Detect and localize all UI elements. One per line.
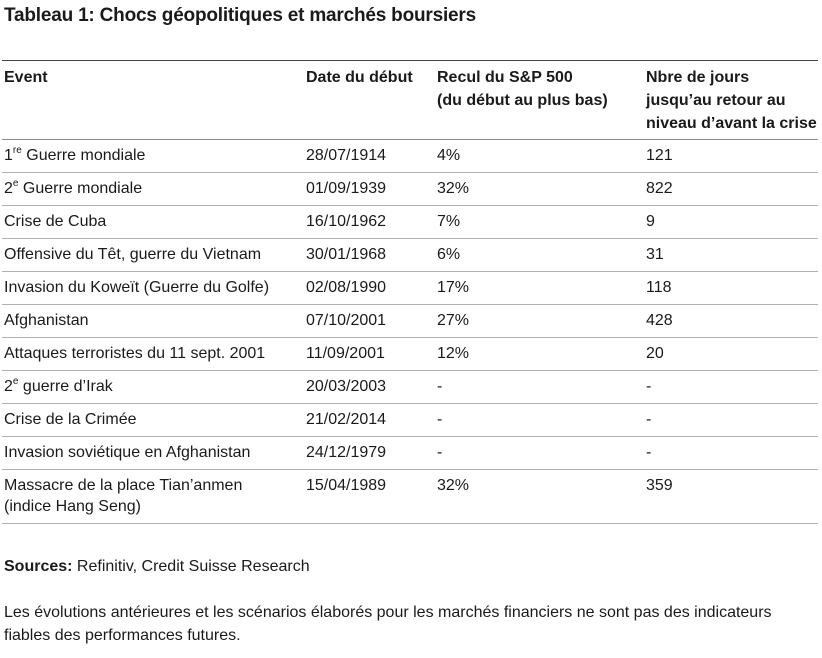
table-row <box>2 338 818 371</box>
cell-jours: 121 <box>644 140 818 173</box>
cell-jours: - <box>644 437 818 470</box>
cell-recul: - <box>435 404 644 437</box>
table-row <box>2 305 818 338</box>
cell-event: Attaques terroristes du 11 sept. 2001 <box>2 338 304 371</box>
cell-date: 15/04/1989 <box>304 470 435 524</box>
table-row <box>2 173 818 206</box>
table-row <box>2 239 818 272</box>
cell-event: Crise de Cuba <box>2 206 304 239</box>
geopolitical-shocks-table <box>2 60 818 524</box>
table-row <box>2 404 818 437</box>
cell-event: Offensive du Têt, guerre du Vietnam <box>2 239 304 272</box>
header-date: Date du début <box>304 61 435 140</box>
table-row <box>2 371 818 404</box>
cell-jours: - <box>644 404 818 437</box>
cell-date: 30/01/1968 <box>304 239 435 272</box>
cell-date: 28/07/1914 <box>304 140 435 173</box>
cell-date: 07/10/2001 <box>304 305 435 338</box>
table-title: Tableau 1: Chocs géopolitiques et marchés boursiers <box>4 5 476 26</box>
cell-recul: 17% <box>435 272 644 305</box>
cell-recul: 6% <box>435 239 644 272</box>
cell-recul: - <box>435 437 644 470</box>
cell-jours: 9 <box>644 206 818 239</box>
cell-recul: 4% <box>435 140 644 173</box>
cell-event: Massacre de la place Tian’anmen (indice Hang Seng) <box>2 470 304 524</box>
cell-recul: 27% <box>435 305 644 338</box>
cell-date: 01/09/1939 <box>304 173 435 206</box>
cell-jours: 20 <box>644 338 818 371</box>
cell-recul: 12% <box>435 338 644 371</box>
cell-event: 2e Guerre mondiale <box>2 173 304 206</box>
cell-date: 16/10/1962 <box>304 206 435 239</box>
header-recul: Recul du S&P 500 (du début au plus bas) <box>435 61 644 140</box>
cell-jours: 359 <box>644 470 818 524</box>
cell-date: 20/03/2003 <box>304 371 435 404</box>
cell-event: Afghanistan <box>2 305 304 338</box>
cell-recul: - <box>435 371 644 404</box>
sources-note <box>4 558 310 576</box>
cell-recul: 7% <box>435 206 644 239</box>
table-row <box>2 437 818 470</box>
cell-jours: 428 <box>644 305 818 338</box>
table-row <box>2 206 818 239</box>
table-header-row <box>2 61 818 140</box>
cell-jours: 31 <box>644 239 818 272</box>
table-row <box>2 470 818 524</box>
cell-date: 21/02/2014 <box>304 404 435 437</box>
cell-event: 2e guerre d’Irak <box>2 371 304 404</box>
cell-date: 11/09/2001 <box>304 338 435 371</box>
cell-jours: 118 <box>644 272 818 305</box>
sources-label: Sources: <box>4 558 73 575</box>
cell-recul: 32% <box>435 470 644 524</box>
cell-date: 02/08/1990 <box>304 272 435 305</box>
sources-text: Refinitiv, Credit Suisse Research <box>72 558 310 575</box>
header-event: Event <box>2 61 304 140</box>
cell-event: Crise de la Crimée <box>2 404 304 437</box>
cell-jours: - <box>644 371 818 404</box>
cell-event: Invasion du Koweït (Guerre du Golfe) <box>2 272 304 305</box>
cell-date: 24/12/1979 <box>304 437 435 470</box>
header-jours: Nbre de jours jusqu’au retour au niveau d’avant la crise <box>644 61 818 140</box>
cell-jours: 822 <box>644 173 818 206</box>
cell-recul: 32% <box>435 173 644 206</box>
table-row <box>2 272 818 305</box>
table-row <box>2 140 818 173</box>
disclaimer-text: Les évolutions antérieures et les scénarios élaborés pour les marchés financiers ne sont pas des indicateurs fiables des performances futures. <box>4 604 772 644</box>
cell-event: Invasion soviétique en Afghanistan <box>2 437 304 470</box>
cell-event: 1re Guerre mondiale <box>2 140 304 173</box>
